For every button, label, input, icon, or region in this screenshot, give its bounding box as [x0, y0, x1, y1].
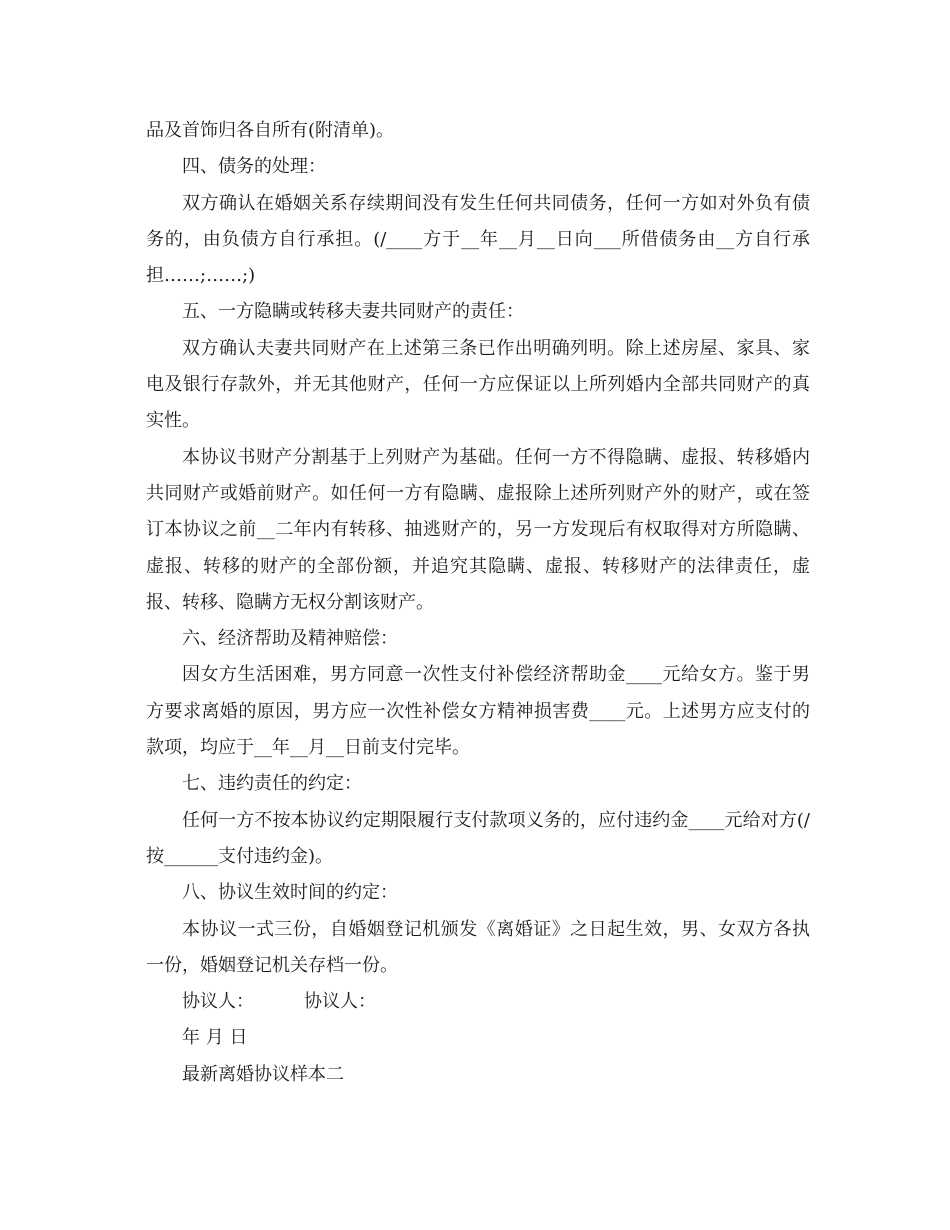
section-heading-debts: 四、债务的处理：: [182, 156, 326, 178]
paragraph: 因女方生活困难，男方同意一次性支付补偿经济帮助金____元给女方。鉴于男方要求离婚的原因，男方应一次性补偿女方精神损害费____元。上述男方应支付的款项，均应于__年__月__日前支付完毕。: [146, 664, 810, 759]
paragraph: 本协议书财产分割基于上列财产为基础。任何一方不得隐瞒、虚报、转移婚内共同财产或婚前财产。如任何一方有隐瞒、虚报除上述所列财产外的财产，或在签订本协议之前__二年内有转移、抽逃财产的，另一方发现后有权取得对方所隐瞒、虚报、转移的财产的全部份额，并追究其隐瞒、虚报、转移财产的法律责任，虚报、转移、隐瞒方无权分割该财产。: [146, 446, 810, 613]
paragraph: 任何一方不按本协议约定期限履行支付款项义务的，应付违约金____元给对方(/按______支付违约金)。: [146, 809, 810, 867]
section-heading-concealment: 五、一方隐瞒或转移夫妻共同财产的责任：: [182, 301, 524, 323]
document-body: [146, 113, 810, 1093]
section-heading-breach: 七、违约责任的约定：: [182, 773, 362, 795]
paragraph: 品及首饰归各自所有(附清单)。: [146, 120, 395, 141]
signature-line: [146, 984, 810, 1020]
next-section-title: 最新离婚协议样本二: [182, 1063, 344, 1085]
paragraph: 本协议一式三份，自婚姻登记机颁发《离婚证》之日起生效，男、女双方各执一份，婚姻登记机关存档一份。: [146, 918, 810, 976]
paragraph: 双方确认在婚姻关系存续期间没有发生任何共同债务，任何一方如对外负有债务的，由负债方自行承担。(/____方于__年__月__日向___所借债务由__方自行承担……;……;): [146, 192, 810, 287]
paragraph: 双方确认夫妻共同财产在上述第三条已作出明确列明。除上述房屋、家具、家电及银行存款外，并无其他财产，任何一方应保证以上所列婚内全部共同财产的真实性。: [146, 337, 810, 432]
date-line: 年 月 日: [182, 1027, 248, 1049]
signature-label-party2: 协议人：: [304, 991, 376, 1013]
signature-label-party1: 协议人：: [182, 991, 254, 1013]
section-heading-compensation: 六、经济帮助及精神赔偿：: [182, 628, 398, 650]
section-heading-effective-date: 八、协议生效时间的约定：: [182, 882, 398, 904]
